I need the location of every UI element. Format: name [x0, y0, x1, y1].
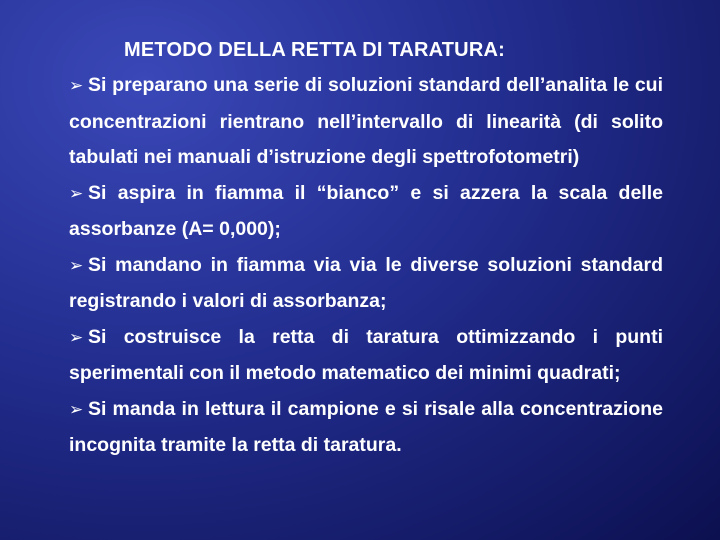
- bullet-item: [69, 392, 663, 464]
- bullet-item: [69, 248, 663, 320]
- arrow-bullet-icon: ➢: [69, 76, 84, 96]
- arrow-bullet-icon: ➢: [69, 399, 84, 420]
- arrow-bullet-icon: ➢: [69, 255, 84, 276]
- bullet-text: Si manda in lettura il campione e si risale alla concentrazione incognita tramite la retta di taratura.: [69, 397, 663, 456]
- bullet-text: Si costruisce la retta di taratura ottimizzando i punti sperimentali con il metodo matematico dei minimi quadrati;: [69, 325, 663, 384]
- bullet-text: Si mandano in fiamma via via le diverse soluzioni standard registrando i valori di assorbanza;: [69, 253, 663, 312]
- bullet-text: Si aspira in fiamma il “bianco” e si azzera la scala delle assorbanze (A= 0,000);: [69, 181, 663, 240]
- bullet-item: [69, 320, 663, 392]
- bullet-text: Si preparano una serie di soluzioni standard dell’analita le cui concentrazioni rientrano nell’intervallo di linearità (di solito tabulati nei manuali d’istruzione degli spettrofotometri): [69, 74, 663, 168]
- bullet-item: [69, 176, 663, 248]
- bullet-item: [69, 68, 663, 176]
- arrow-bullet-icon: ➢: [69, 327, 84, 348]
- slide-title: METODO DELLA RETTA DI TARATURA:: [124, 39, 505, 61]
- arrow-bullet-icon: ➢: [69, 183, 84, 204]
- slide-body: [69, 68, 663, 464]
